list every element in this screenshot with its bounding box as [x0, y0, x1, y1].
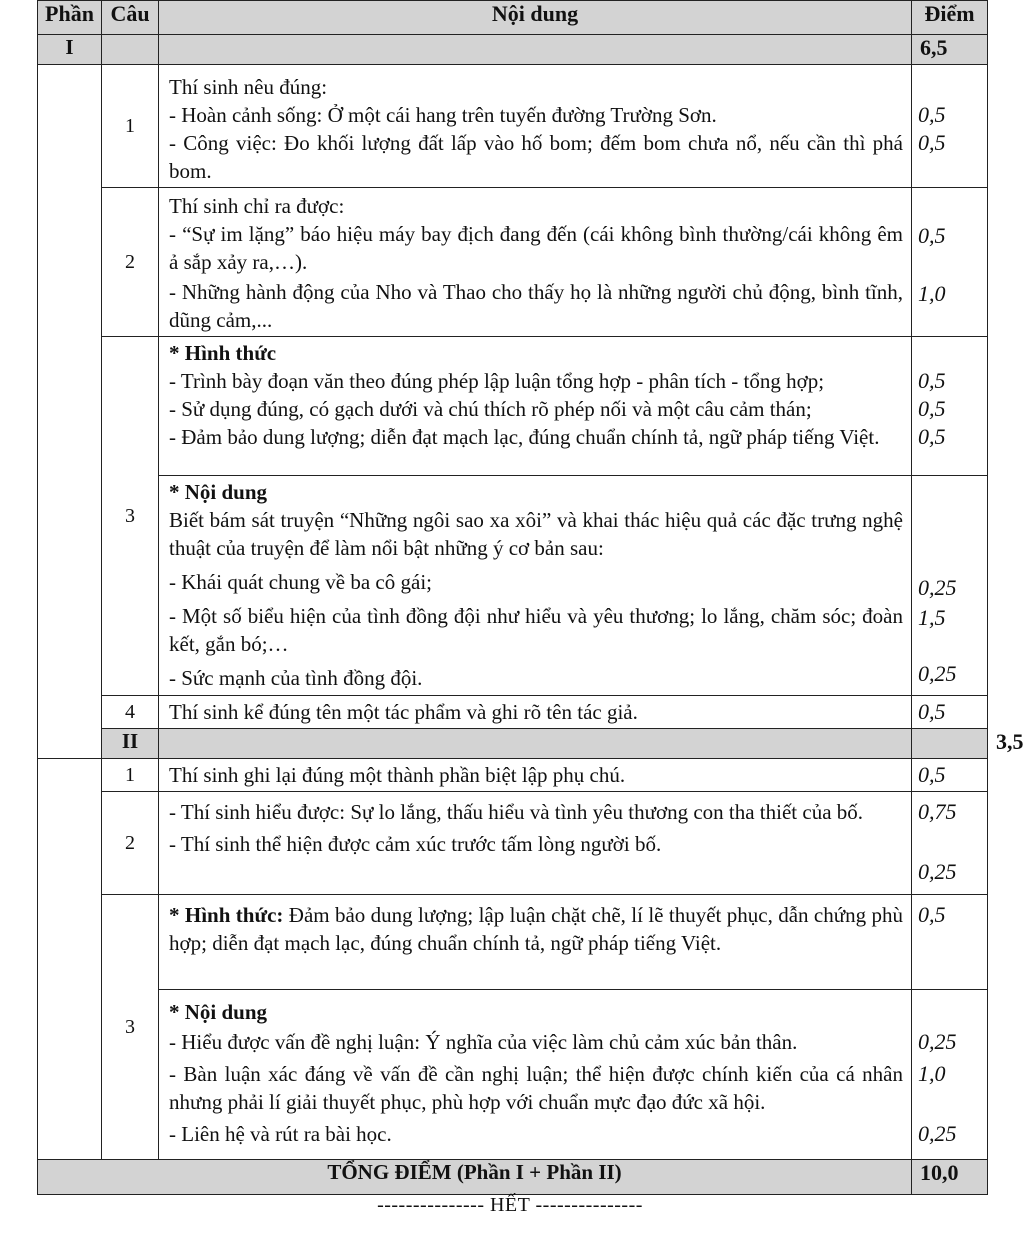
p1-q1-points [912, 65, 988, 188]
p2-q3-content-pt1: 1,0 [918, 1061, 946, 1086]
p1-q2-row [38, 188, 988, 337]
p1-q3-content-row [38, 476, 988, 696]
p1-q3-content-title: * Nội dung [169, 480, 268, 504]
p1-q1-content [159, 65, 912, 188]
answer-key-table [37, 0, 1024, 1195]
p2-q2-content [159, 792, 912, 895]
p1-q4-pt: 0,5 [918, 699, 946, 724]
p1-q1-num: 1 [102, 65, 159, 188]
p1-q2-item1: - Những hành động của Nho và Thao cho thấy họ là những người chủ động, bình tĩnh, dũng cảm,... [169, 280, 903, 332]
p2-q3-content-title: * Nội dung [169, 1000, 268, 1024]
p2-q1-num: 1 [102, 759, 159, 792]
p2-q1-points [912, 759, 988, 792]
p2-q3-content-pt2: 0,25 [918, 1121, 957, 1146]
part2-phan-cell [38, 759, 102, 1160]
p1-q3-form-row [38, 337, 988, 476]
p2-q3-form-title: * Hình thức: [169, 903, 284, 927]
p2-q2-pt1: 0,25 [918, 859, 957, 884]
p2-q3-form-para [169, 901, 903, 957]
p1-q3-form-item2: - Đảm bảo dung lượng; diễn đạt mạch lạc, đúng chuẩn chính tả, ngữ pháp tiếng Việt. [169, 425, 880, 449]
p2-q2-pt0: 0,75 [918, 799, 957, 824]
part1-row [38, 35, 988, 65]
p1-q3-form-points [912, 337, 988, 476]
part1-points: 6,5 [912, 35, 988, 65]
p1-q3-form-pt1: 0,5 [918, 396, 946, 421]
p1-q1-row [38, 65, 988, 188]
part1-phan-cell [38, 65, 102, 759]
p1-q1-line0: Thí sinh nêu đúng: [169, 75, 328, 99]
p1-q2-item0: - “Sự im lặng” báo hiệu máy bay địch đang đến (cái không bình thường/cái không êm ả sắp xảy ra,…). [169, 222, 903, 274]
p2-q3-form-points [912, 895, 988, 990]
p1-q2-pt0: 0,5 [918, 223, 946, 248]
p1-q3-content-item0: - Khái quát chung về ba cô gái; [169, 570, 432, 594]
end-marker: --------------- HẾT --------------- [377, 1194, 643, 1216]
p1-q2-points [912, 188, 988, 337]
header-noidung: Nội dung [159, 1, 912, 35]
p1-q4-num: 4 [102, 696, 159, 729]
p1-q3-content-item1: - Một số biểu hiện của tình đồng đội như hiểu và yêu thương; lo lắng, chăm sóc; đoàn kết, gắn bó;… [169, 604, 903, 656]
p1-q3-content-intro: Biết bám sát truyện “Những ngôi sao xa xôi” và khai thác hiệu quả các đặc trưng nghệ thuật của truyện để làm nổi bật những ý cơ bản sau: [169, 508, 903, 560]
p2-q3-content-content [159, 990, 912, 1160]
p1-q3-content-pt0: 0,25 [918, 575, 957, 600]
p2-q2-num: 2 [102, 792, 159, 895]
p2-q2-row [38, 792, 988, 895]
part2-label: II [102, 729, 159, 759]
p2-q3-content-row [38, 990, 988, 1160]
p1-q4-points [912, 696, 988, 729]
p1-q3-content-pt2: 0,25 [918, 661, 957, 686]
p2-q1-row [38, 759, 988, 792]
p2-q2-points [912, 792, 988, 895]
total-row [38, 1160, 988, 1195]
p1-q3-content-item2: - Sức mạnh của tình đồng đội. [169, 666, 423, 690]
p2-q3-content-item0: - Hiểu được vấn đề nghị luận: Ý nghĩa của việc làm chủ cảm xúc bản thân. [169, 1030, 798, 1054]
part2-row: II 3,5 [38, 729, 988, 759]
p2-q3-form-content [159, 895, 912, 990]
header-cau: Câu [102, 1, 159, 35]
p2-q3-content-pt0: 0,25 [918, 1029, 957, 1054]
p2-q3-content-item2: - Liên hệ và rút ra bài học. [169, 1122, 392, 1146]
part1-label: I [38, 35, 102, 65]
p1-q2-content [159, 188, 912, 337]
p1-q3-num: 3 [102, 337, 159, 696]
header-phan: Phần [38, 1, 102, 35]
p1-q1-line1: - Hoàn cảnh sống: Ở một cái hang trên tuyến đường Trường Sơn. [169, 103, 717, 127]
p1-q3-form-pt0: 0,5 [918, 368, 946, 393]
p1-q2-intro: Thí sinh chỉ ra được: [169, 194, 345, 218]
p1-q2-pt1: 1,0 [918, 281, 946, 306]
p2-q1-pt: 0,5 [918, 762, 946, 787]
p1-q3-form-item0: - Trình bày đoạn văn theo đúng phép lập luận tổng hợp - phân tích - tổng hợp; [169, 369, 825, 393]
p1-q3-content-content [159, 476, 912, 696]
total-points: 10,0 [912, 1160, 988, 1195]
p1-q1-line2: - Công việc: Đo khối lượng đất lấp vào hố bom; đếm bom chưa nổ, nếu cần thì phá bom. [169, 131, 903, 183]
p2-q2-item1: - Thí sinh thể hiện được cảm xúc trước tấm lòng người bố. [169, 832, 662, 856]
p1-q4-text: Thí sinh kể đúng tên một tác phẩm và ghi rõ tên tác giả. [169, 700, 638, 724]
p1-q3-content-points [912, 476, 988, 696]
p1-q3-form-title: * Hình thức [169, 341, 277, 365]
p2-q3-form-pt: 0,5 [918, 902, 946, 927]
p1-q4-content [159, 696, 912, 729]
table-header [38, 1, 988, 35]
p1-q3-content-pt1: 1,5 [918, 605, 946, 630]
header-diem: Điểm [912, 1, 988, 35]
p2-q1-content [159, 759, 912, 792]
total-label: TỔNG ĐIỂM (Phần I + Phần II) [38, 1160, 912, 1195]
p2-q3-num: 3 [102, 895, 159, 1160]
p1-q2-num: 2 [102, 188, 159, 337]
p1-q1-pt1: 0,5 [918, 130, 946, 155]
p1-q4-row [38, 696, 988, 729]
p1-q3-form-pt2: 0,5 [918, 424, 946, 449]
p2-q1-text: Thí sinh ghi lại đúng một thành phần biệt lập phụ chú. [169, 763, 626, 787]
p2-q3-content-item1: - Bàn luận xác đáng về vấn đề cần nghị luận; thể hiện được chính kiến của cá nhân nhưng phải lí giải thuyết phục, phù hợp với chuẩn mực đạo đức xã hội. [169, 1062, 903, 1114]
p2-q3-content-points [912, 990, 988, 1160]
p2-q3-form-text: Đảm bảo dung lượng; lập luận chặt chẽ, lí lẽ thuyết phục, dẫn chứng phù hợp; diễn đạt mạch lạc, đúng chuẩn chính tả, ngữ pháp tiếng Việt. [169, 903, 903, 955]
p2-q3-form-row [38, 895, 988, 990]
p2-q2-item0: - Thí sinh hiểu được: Sự lo lắng, thấu hiểu và tình yêu thương con tha thiết của bố. [169, 800, 864, 824]
p1-q3-form-content [159, 337, 912, 476]
p1-q3-form-item1: - Sử dụng đúng, có gạch dưới và chú thích rõ phép nối và một câu cảm thán; [169, 397, 812, 421]
p1-q1-pt0: 0,5 [918, 102, 946, 127]
